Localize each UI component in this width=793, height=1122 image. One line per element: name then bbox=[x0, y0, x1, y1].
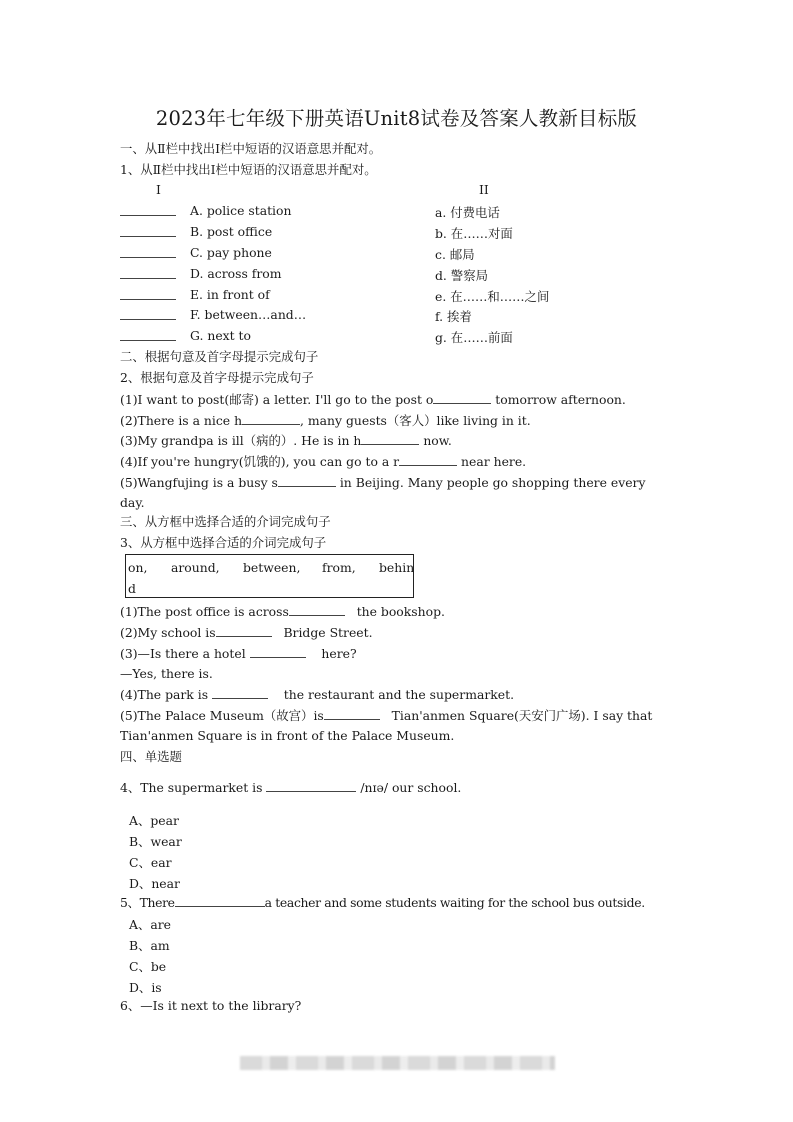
answer-blank[interactable] bbox=[216, 624, 272, 637]
match-phrase-cn: g. 在……前面 bbox=[435, 330, 513, 345]
option-a[interactable]: A、pear bbox=[129, 813, 179, 828]
page-title: 2023年七年级下册英语Unit8试卷及答案人教新目标版 bbox=[155, 107, 638, 130]
sentence-3-3: (3)—Is there a hotel here? bbox=[120, 646, 357, 661]
answer-blank[interactable] bbox=[212, 686, 268, 699]
option-c[interactable]: C、be bbox=[129, 959, 167, 974]
question-4: 4、The supermarket is /nɪə/ our school. bbox=[120, 780, 462, 795]
answer-blank[interactable] bbox=[242, 412, 300, 425]
column-1-label: I bbox=[156, 182, 161, 197]
question-3: 3、从方框中选择合适的介词完成句子 bbox=[120, 535, 327, 550]
answer-blank[interactable] bbox=[433, 391, 491, 404]
sentence-3-5: (5)The Palace Museum（故宫）is Tian'anmen Square(天安门广场). I say that bbox=[120, 708, 653, 723]
sentence-2-2: (2)There is a nice h , many guests（客人）like living in it. bbox=[120, 413, 531, 428]
answer-blank[interactable] bbox=[120, 319, 176, 320]
match-phrase-cn: a. 付费电话 bbox=[435, 205, 500, 220]
sentence-3-5-cont: Tian'anmen Square is in front of the Palace Museum. bbox=[120, 728, 455, 743]
answer-blank[interactable] bbox=[266, 779, 356, 792]
sentence-2-1: (1)I want to post(邮寄) a letter. I'll go to the post o tomorrow afternoon. bbox=[120, 392, 626, 407]
column-2-label: II bbox=[479, 182, 489, 197]
option-b[interactable]: B、wear bbox=[129, 834, 182, 849]
box-word: around, bbox=[171, 560, 220, 575]
match-phrase-en: B. post office bbox=[190, 224, 273, 239]
match-phrase-cn: c. 邮局 bbox=[435, 247, 475, 262]
sentence-3-2: (2)My school is Bridge Street. bbox=[120, 625, 373, 640]
sentence-2-3: (3)My grandpa is ill（病的）. He is in h now. bbox=[120, 433, 452, 448]
answer-blank[interactable] bbox=[175, 894, 265, 907]
option-c[interactable]: C、ear bbox=[129, 855, 172, 870]
answer-blank[interactable] bbox=[120, 340, 176, 341]
answer-blank[interactable] bbox=[361, 432, 419, 445]
section-3-heading: 三、从方框中选择合适的介词完成句子 bbox=[120, 514, 331, 529]
answer-blank[interactable] bbox=[120, 257, 176, 258]
answer-blank[interactable] bbox=[120, 236, 176, 237]
box-word: from, bbox=[322, 560, 356, 575]
match-phrase-cn: d. 警察局 bbox=[435, 268, 488, 283]
option-b[interactable]: B、am bbox=[129, 938, 170, 953]
question-2: 2、根据句意及首字母提示完成句子 bbox=[120, 370, 314, 385]
box-word-wrap: d bbox=[128, 581, 136, 596]
sentence-3-1: (1)The post office is across the bookshop. bbox=[120, 604, 445, 619]
answer-blank[interactable] bbox=[120, 299, 176, 300]
sentence-2-4: (4)If you're hungry(饥饿的), you can go to a r near here. bbox=[120, 454, 527, 469]
match-phrase-en: D. across from bbox=[190, 266, 282, 281]
section-2-heading: 二、根据句意及首字母提示完成句子 bbox=[120, 349, 319, 364]
sentence-2-5: (5)Wangfujing is a busy s in Beijing. Many people go shopping there every bbox=[120, 475, 646, 490]
box-word: on, bbox=[128, 560, 148, 575]
option-a[interactable]: A、are bbox=[129, 917, 171, 932]
question-1: 1、从Ⅱ栏中找出Ⅰ栏中短语的汉语意思并配对。 bbox=[120, 162, 377, 177]
match-phrase-cn: b. 在……对面 bbox=[435, 226, 513, 241]
match-phrase-en: A. police station bbox=[190, 203, 292, 218]
match-phrase-cn: f. 挨着 bbox=[435, 309, 472, 324]
footer-watermark bbox=[240, 1056, 555, 1070]
question-6: 6、—Is it next to the library? bbox=[120, 998, 302, 1013]
match-phrase-en: G. next to bbox=[190, 328, 251, 343]
answer-blank[interactable] bbox=[399, 453, 457, 466]
answer-blank[interactable] bbox=[324, 707, 380, 720]
sentence-3-4: (4)The park is the restaurant and the supermarket. bbox=[120, 687, 515, 702]
answer-blank[interactable] bbox=[278, 474, 336, 487]
option-d[interactable]: D、is bbox=[129, 980, 162, 995]
option-d[interactable]: D、near bbox=[129, 876, 180, 891]
answer-blank[interactable] bbox=[250, 645, 306, 658]
answer-blank[interactable] bbox=[289, 603, 345, 616]
answer-blank[interactable] bbox=[120, 215, 176, 216]
box-word: between, bbox=[243, 560, 301, 575]
question-5: 5、There a teacher and some students waiting for the school bus outside. bbox=[120, 895, 645, 910]
word-box bbox=[125, 554, 414, 598]
section-4-heading: 四、单选题 bbox=[120, 749, 182, 764]
match-phrase-cn: e. 在……和……之间 bbox=[435, 289, 550, 304]
match-phrase-en: E. in front of bbox=[190, 287, 270, 302]
match-phrase-en: C. pay phone bbox=[190, 245, 272, 260]
sentence-2-5-cont: day. bbox=[120, 495, 145, 510]
answer-blank[interactable] bbox=[120, 278, 176, 279]
sentence-3-3-answer: —Yes, there is. bbox=[120, 666, 213, 681]
section-1-heading: 一、从Ⅱ栏中找出Ⅰ栏中短语的汉语意思并配对。 bbox=[120, 141, 382, 156]
box-word: behin bbox=[379, 560, 415, 575]
match-phrase-en: F. between…and… bbox=[190, 307, 307, 322]
